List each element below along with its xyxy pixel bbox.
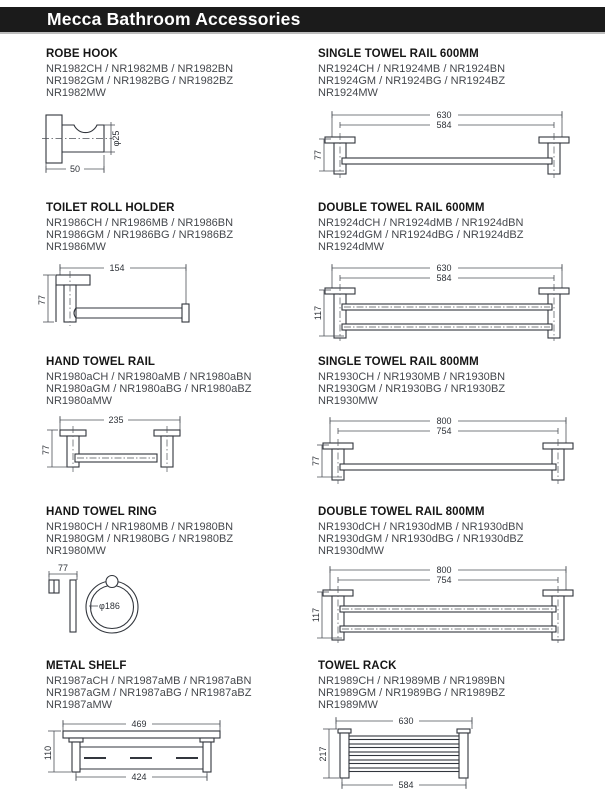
- dim-label-centres: 754: [436, 575, 452, 585]
- product-codes: [46, 217, 308, 253]
- product-codes-line: NR1924CH / NR1924MB / NR1924BN: [318, 63, 506, 75]
- product-title: TOWEL RACK: [318, 660, 397, 672]
- hand-towel-ring-drawing: [42, 563, 154, 647]
- dim-label-centres: 754: [436, 426, 452, 436]
- product-title: DOUBLE TOWEL RAIL 800MM: [318, 506, 485, 518]
- robe-hook-drawing: [42, 111, 142, 179]
- product-codes: [46, 63, 308, 99]
- product-codes-line: NR1982CH / NR1982MB / NR1982BN: [46, 63, 234, 75]
- dim-label-overall: 469: [131, 719, 147, 729]
- dim-label-depth: 77: [57, 563, 69, 573]
- dim-label-height: 77: [41, 444, 51, 456]
- product-title: HAND TOWEL RING: [46, 506, 157, 518]
- product-title: ROBE HOOK: [46, 48, 118, 60]
- product-codes-line: NR1930CH / NR1930MB / NR1930BN: [318, 371, 506, 383]
- product-codes-line: NR1924dGM / NR1924dBG / NR1924dBZ: [318, 229, 524, 241]
- product-section-toilet-roll-holder: [37, 202, 308, 330]
- product-codes: [318, 675, 580, 711]
- product-codes-line: NR1930dGM / NR1930dBG / NR1930dBZ: [318, 533, 524, 545]
- product-codes-line: NR1924MW: [318, 87, 378, 99]
- product-codes: [318, 371, 580, 407]
- product-section-hand-towel-rail: [41, 356, 308, 478]
- product-codes: [318, 521, 580, 557]
- product-section-double-towel-rail-800mm: [311, 506, 580, 644]
- product-codes-line: NR1980GM / NR1980BG / NR1980BZ: [46, 533, 234, 545]
- product-codes-line: NR1930GM / NR1930BG / NR1930BZ: [318, 383, 506, 395]
- product-codes-line: NR1987aCH / NR1987aMB / NR1987aBN: [46, 675, 252, 687]
- double-towel-rail-800-drawing: [311, 564, 578, 644]
- product-codes-line: NR1980aGM / NR1980aBG / NR1980aBZ: [46, 383, 252, 395]
- product-codes-line: NR1980aMW: [46, 395, 113, 407]
- product-codes-line: NR1930dCH / NR1930dMB / NR1930dBN: [318, 521, 524, 533]
- metal-shelf-drawing: [44, 715, 239, 791]
- product-codes-line: NR1989CH / NR1989MB / NR1989BN: [318, 675, 506, 687]
- product-section-towel-rack: [318, 660, 580, 796]
- product-section-hand-towel-ring: [46, 506, 308, 647]
- product-section-robe-hook: [46, 48, 308, 179]
- product-title: SINGLE TOWEL RAIL 800MM: [318, 356, 479, 368]
- dim-label-height: 217: [318, 746, 328, 762]
- dim-label-overall: 800: [436, 416, 452, 426]
- product-codes: [318, 217, 580, 253]
- dim-label-height: 110: [43, 745, 53, 761]
- product-codes-line: NR1989GM / NR1989BG / NR1989BZ: [318, 687, 506, 699]
- dim-label-width: 154: [109, 263, 125, 273]
- product-codes: [46, 675, 308, 711]
- product-codes-line: NR1924dMW: [318, 241, 385, 253]
- dim-label-overall: 630: [436, 263, 452, 273]
- product-codes: [46, 521, 308, 557]
- product-codes-line: NR1980MW: [46, 545, 106, 557]
- product-codes: [318, 63, 580, 99]
- product-codes-line: NR1980aCH / NR1980aMB / NR1980aBN: [46, 371, 252, 383]
- product-section-metal-shelf: [43, 660, 308, 791]
- single-towel-rail-600-drawing: [313, 107, 578, 179]
- dim-label-height: 77: [311, 455, 321, 467]
- dim-label-overall: 630: [436, 110, 452, 120]
- dim-label-centres: 584: [436, 273, 452, 283]
- product-codes-line: NR1986CH / NR1986MB / NR1986BN: [46, 217, 234, 229]
- dim-label-overall: 630: [398, 716, 414, 726]
- product-section-double-towel-rail-600mm: [313, 202, 580, 342]
- page-title: Mecca Bathroom Accessories: [47, 9, 301, 29]
- dim-label-height: 117: [311, 607, 321, 623]
- product-codes-line: NR1924GM / NR1924BG / NR1924BZ: [318, 75, 506, 87]
- product-codes-line: NR1924dCH / NR1924dMB / NR1924dBN: [318, 217, 524, 229]
- dim-label-height: 77: [37, 294, 47, 306]
- product-section-single-towel-rail-800mm: [311, 356, 580, 485]
- dim-label-width: 50: [69, 164, 81, 174]
- toilet-roll-holder-drawing: [37, 262, 202, 330]
- towel-rack-drawing: [311, 714, 526, 796]
- single-towel-rail-800-drawing: [311, 413, 578, 485]
- product-title: SINGLE TOWEL RAIL 600MM: [318, 48, 479, 60]
- product-codes-line: NR1980CH / NR1980MB / NR1980BN: [46, 521, 234, 533]
- dim-label-diameter: φ186: [99, 601, 120, 611]
- product-codes: [46, 371, 308, 407]
- product-title: TOILET ROLL HOLDER: [46, 202, 175, 214]
- dim-label-inner: 584: [398, 780, 414, 790]
- dim-label-centres: 584: [436, 120, 452, 130]
- product-codes-line: NR1930dMW: [318, 545, 385, 557]
- product-codes-line: NR1982GM / NR1982BG / NR1982BZ: [46, 75, 234, 87]
- dim-label-overall: 800: [436, 565, 452, 575]
- product-title: DOUBLE TOWEL RAIL 600MM: [318, 202, 485, 214]
- product-section-single-towel-rail-600mm: [313, 48, 580, 179]
- dim-label-width: 235: [108, 415, 124, 425]
- dim-label-height: 117: [313, 305, 323, 321]
- double-towel-rail-600-drawing: [313, 262, 578, 342]
- product-codes-line: NR1987aMW: [46, 699, 113, 711]
- product-codes-line: NR1987aGM / NR1987aBG / NR1987aBZ: [46, 687, 252, 699]
- dim-label-diameter: φ25: [111, 130, 121, 147]
- hand-towel-rail-drawing: [41, 414, 186, 478]
- dim-label-inner: 424: [131, 772, 147, 782]
- product-title: METAL SHELF: [46, 660, 127, 672]
- header-bar: [0, 7, 605, 34]
- dim-label-height: 77: [313, 149, 323, 161]
- product-codes-line: NR1986GM / NR1986BG / NR1986BZ: [46, 229, 234, 241]
- product-title: HAND TOWEL RAIL: [46, 356, 156, 368]
- product-codes-line: NR1930MW: [318, 395, 378, 407]
- product-codes-line: NR1986MW: [46, 241, 106, 253]
- product-codes-line: NR1989MW: [318, 699, 378, 711]
- product-codes-line: NR1982MW: [46, 87, 106, 99]
